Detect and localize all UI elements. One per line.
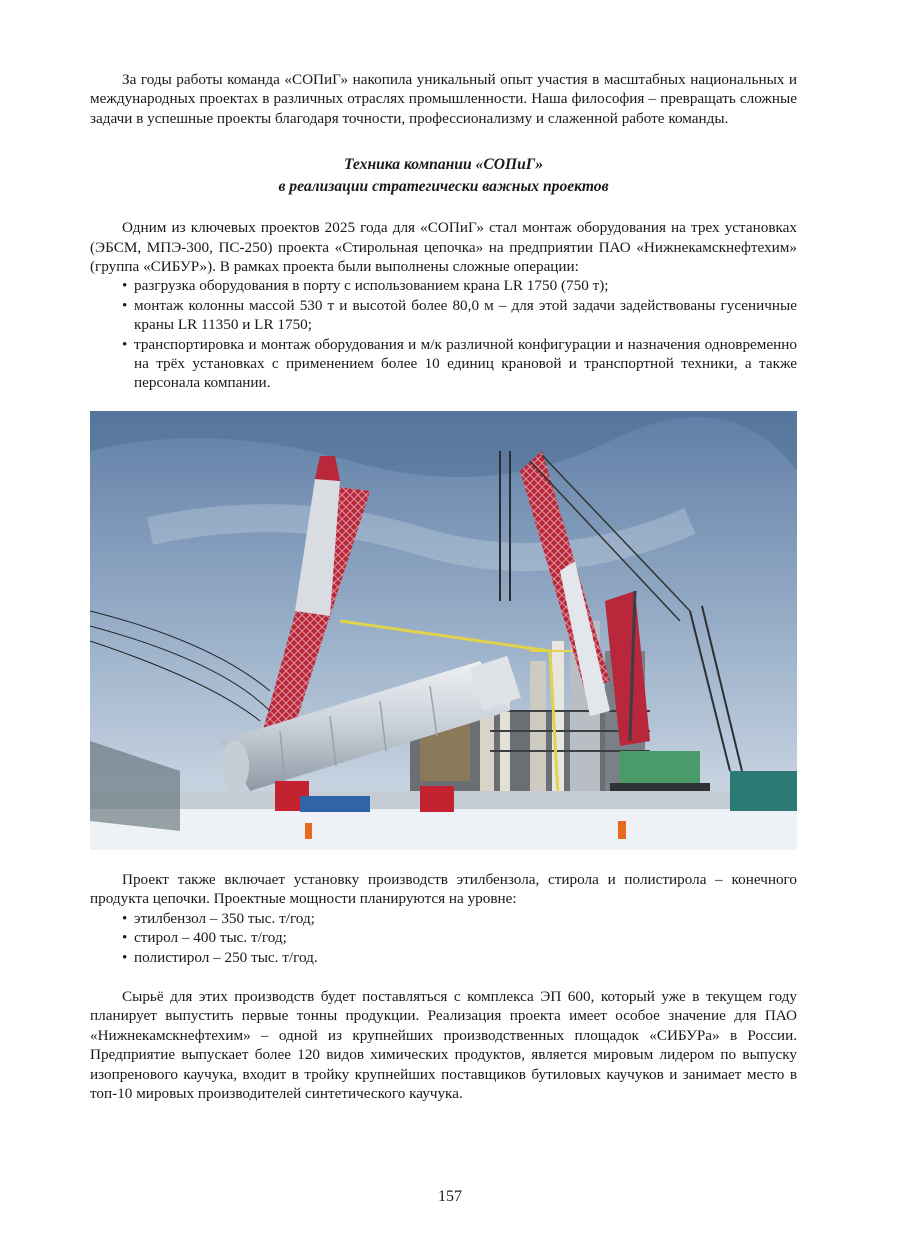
list-item: • монтаж колонны массой 530 т и высотой более 80,0 м – для этой задачи задействованы гусеничные краны LR 11350 и LR 1750; [122,296,797,335]
products-paragraph: Проект также включает установку производств этилбензола, стирола и полистирола – конечного продукта цепочки. Проектные мощности планируются на уровне: [90,870,797,908]
closing-paragraph: Сырьё для этих производств будет поставляться с комплекса ЭП 600, который уже в текущем году планирует выпустить первые тонны продукции. Реализация проекта имеет особое значение для ПАО «Нижнекамскнефтехим» – одной из крупнейших производственных площадок «СИБУРа» в России. Предприятие выпускает более 120 видов химических продуктов, является мировым лидером по выпуску изопренового каучука, входит в тройку крупнейших поставщиков бутиловых каучуков и занимает место в топ-10 мировых производителей синтетического каучука. [90,987,797,1102]
section-heading [90,154,797,198]
section-heading-line-1: Техника компании «СОПиГ» [343,156,544,174]
section-heading-line-2: в реализации стратегически важных проектов [278,178,609,196]
list-item: • полистирол – 250 тыс. т/год. [122,948,797,967]
capacities-list [90,909,797,967]
intro-paragraph: За годы работы команда «СОПиГ» накопила уникальный опыт участия в масштабных национальных и международных проектах в различных отраслях промышленности. Наша философия – превращать сложные задачи в успешные проекты благодаря точности, профессионализму и слаженной работе команды. [90,71,797,127]
operations-list [90,276,797,392]
list-item: • этилбензол – 350 тыс. т/год; [122,909,797,928]
project-paragraph: Одним из ключевых проектов 2025 года для «СОПиГ» стал монтаж оборудования на трех установках (ЭБСМ, МПЭ-300, ПС-250) проекта «Стирольная цепочка» на предприятии ПАО «Нижнекамскнефтехим» (группа «СИБУР»). В рамках проекта были выполнены сложные операции: [90,219,797,276]
page-number: 157 [438,1188,462,1205]
crane-lift-photo [90,411,797,850]
page-body [90,70,797,1103]
list-item: • транспортировка и монтаж оборудования и м/к различной конфигурации и назначения одновременно на трёх установках с применением более 10 единиц крановой и транспортной техники, а также персонала компании. [122,335,797,393]
list-item: • стирол – 400 тыс. т/год; [122,928,797,947]
list-item: • разгрузка оборудования в порту с использованием крана LR 1750 (750 т); [122,276,797,295]
